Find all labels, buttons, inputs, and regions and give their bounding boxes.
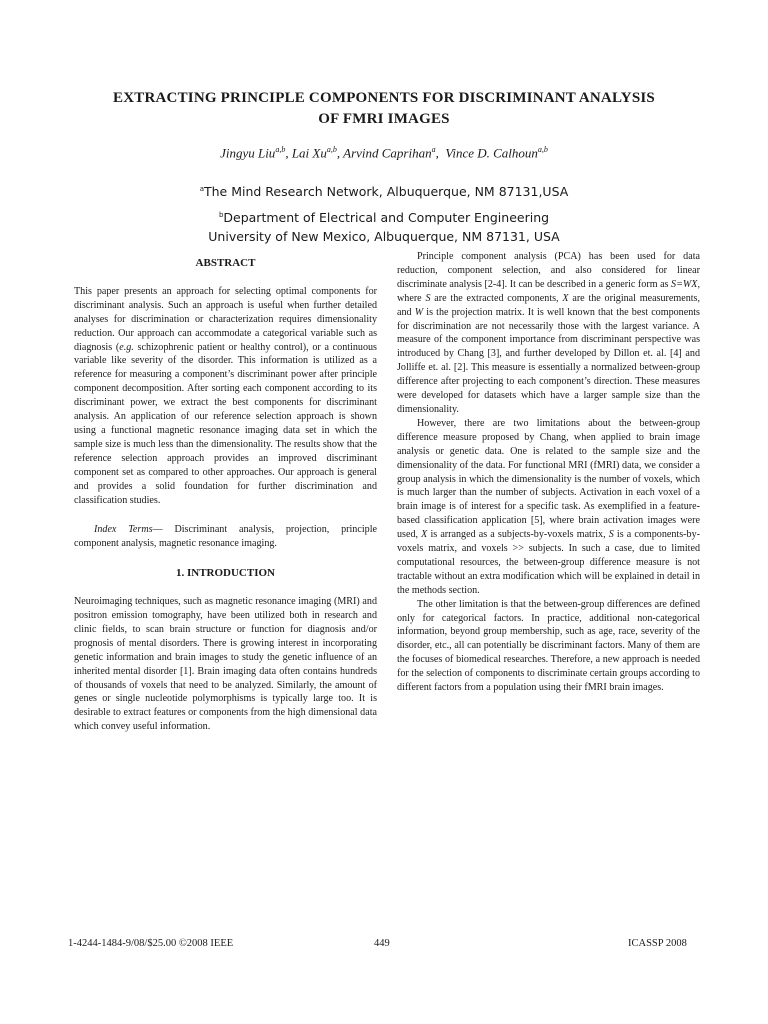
affiliation-text: University of New Mexico, Albuquerque, NM 87131, USA xyxy=(208,229,560,245)
author-name: Jingyu Liu xyxy=(220,145,276,161)
author-list: Jingyu Liu$^{a,b}$, Lai Xu$^{a,b}$, Arvind Caprihan$^a$, Vince D. Calhoun$^{a,b}$ xyxy=(220,145,548,161)
title-line-1: EXTRACTING PRINCIPLE COMPONENTS FOR DISCRIMINANT ANALYSIS xyxy=(113,90,655,106)
author-name: Vince D. Calhoun xyxy=(445,145,538,161)
index-terms-label: Index Terms xyxy=(94,524,153,536)
affiliation-text: Department of Electrical and Computer Engineering xyxy=(223,210,550,226)
body-paragraph: Principle component analysis (PCA) has been used for data reduction, component selection, and also considered for linear discriminate analysis [2-4]. It can be described in a generic form as S=WX, where S are the extracted components, X are the original measurements, and W is the projection matrix. It is well known that the best components for discrimination are not necessarily those with the largest variance. A measure of the component importance from discriminant perspective was introduced by Chang [3], and further developed by Dillon et. al. [4] and Jolliffe et. al. [2]. This measure is essentially a normalized between-group difference after projecting to each component’s direction. These measures were developed for datasets which have a larger sample size than the dimensionality. xyxy=(397,251,701,415)
paper-title xyxy=(60,88,708,130)
introduction-heading: 1. INTRODUCTION xyxy=(175,567,275,580)
author-name: Lai Xu xyxy=(291,145,327,161)
author-affiliation-mark: a,b xyxy=(326,145,337,154)
footer-copyright: 1-4244-1484-9/08/$25.00 ©2008 IEEE xyxy=(68,938,234,949)
author-name: Arvind Caprihan xyxy=(343,145,432,161)
introduction-paragraph: Neuroimaging techniques, such as magnetic resonance imaging (MRI) and positron emission tomography, have been utilized both in research and clinic fields, to scan brain structure or function for diagnosis and/or prognosis of mental disorders. There is growing interest in incorporating genetic information and brain images to study the genetic influence of an inherited mental disorder [1]. Brain imaging data often contains hundreds of thousands of voxels that need to be analyzed. Similarly, the amount of genes or single nucleotide polymorphisms is typically large too. It is desirable to extract features or components from the high dimensional data which convey useful information. xyxy=(74,596,377,733)
left-column xyxy=(74,257,377,734)
abstract-paragraph: This paper presents an approach for selecting optimal components for discriminant analysis. Such an approach is useful when further detailed analyses for discrimination or characterization requires dimensionality reduction. Our approach can accommodate a categorical variable such as diagnosis (e.g. schizophrenic patient or healthy control), or a continuous variable like severity of the disorder. This information is utilized as a reference for measuring a component’s discriminant power after principle component decomposition. After sorting each component according to its discriminant power, we extract the best components for discriminant analysis. An application of our reference selection approach is shown using a functional magnetic resonance imaging data set in which the sample size is much less than the dimensionality. The results show that the reference selection approach provides an improved discriminant component set as compared to other approaches. Our approach is general and provides a solid foundation for further discrimination and classification studies. xyxy=(74,285,377,506)
author-affiliation-mark: a,b xyxy=(537,145,548,154)
body-paragraph: The other limitation is that the between-group differences are defined only for categorical factors. In practice, additional non-categorical information, beyond group membership, such as age, race, severity of the disorder, etc., all can potentially be discriminant factors. Many of them are the focuses of biomedical researches. Therefore, a new approach is needed for the selection of components to discriminate certain groups according to different factors from a population using their fMRI brain images. xyxy=(397,598,700,694)
index-terms: Index Terms— Discriminant analysis, projection, principle component analysis, magnetic resonance imaging. xyxy=(74,524,377,550)
body-paragraph: However, there are two limitations about the between-group difference measure proposed by Chang, when applied to brain image analysis or genetic data. One is related to the sample size and the dimensionality of the data. For functional MRI (fMRI) data, we consider a group analysis in which the dimensionality is the number of voxels, which is much larger than the number of subjects. Activation in each voxel of a brain image is of interest for a specific task. As exemplified in a feature-based classification application [5], where brain activation images were used, X is arranged as a subjects-by-voxels matrix, S is a components-by-voxels matrix, and voxels >> subjects. In such a case, due to limited computational resources, the between-group difference measure is not tractable without an extra modification which will be explained in detail in the methods section. xyxy=(397,417,700,596)
abstract-heading: ABSTRACT xyxy=(195,257,256,269)
author-affiliation-mark: a xyxy=(431,145,436,154)
affiliation-a xyxy=(60,180,708,201)
affiliation-mark: a xyxy=(199,185,204,193)
footer-page-number: 449 xyxy=(374,938,390,949)
title-line-2: OF FMRI IMAGES xyxy=(318,111,450,127)
affiliation-mark: b xyxy=(218,211,224,219)
author-affiliation-mark: a,b xyxy=(275,145,286,154)
affiliation-text: The Mind Research Network, Albuquerque, NM 87131,USA xyxy=(203,184,569,200)
affiliation-b xyxy=(60,206,708,246)
right-column xyxy=(397,250,700,695)
footer-conference: ICASSP 2008 xyxy=(628,938,687,949)
